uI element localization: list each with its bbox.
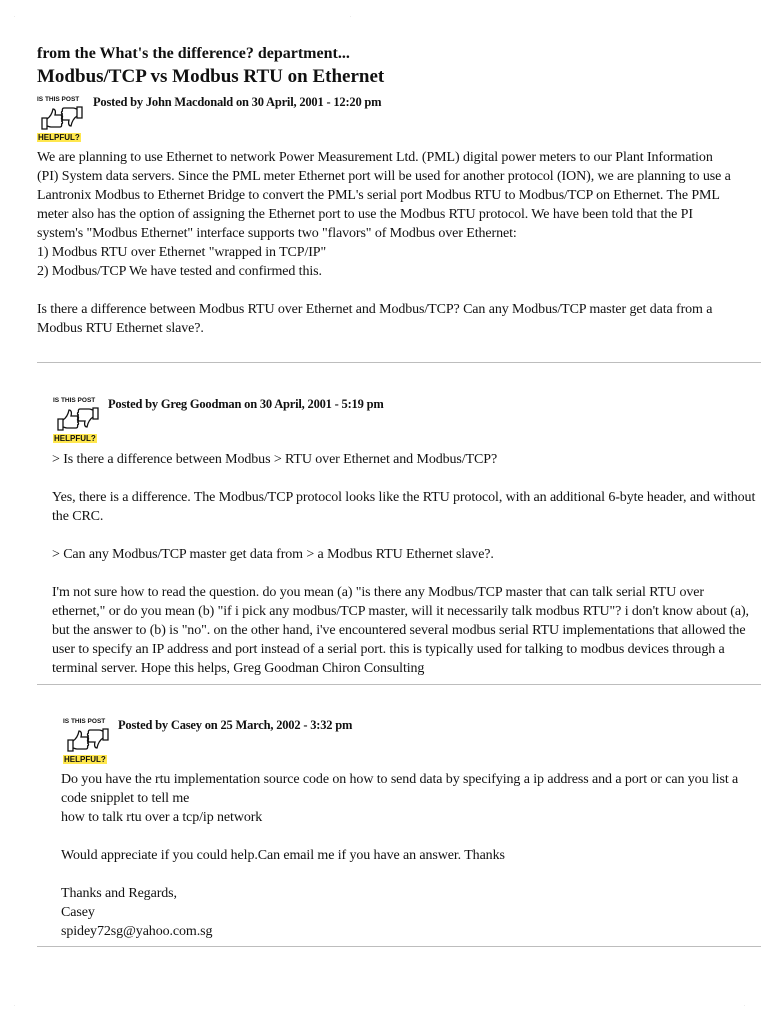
post-paragraph: Do you have the rtu implementation source code on how to send data by specifying a ip address and a port or can you list a code snipplet to tell me how to talk rtu over a tcp/ip network — [61, 772, 739, 825]
badge-top-label: IS THIS POST — [53, 397, 96, 404]
print-header-center: · — [350, 14, 352, 19]
thumbs-icons — [65, 726, 113, 754]
post-byline: Posted by Greg Goodman on 30 April, 2001 - 5:19 pm — [108, 397, 384, 411]
post-body — [52, 450, 760, 678]
helpful-badge[interactable] — [63, 718, 115, 766]
post-paragraph: > Can any Modbus/TCP master get data from > a Modbus RTU Ethernet slave?. — [52, 547, 494, 562]
post-body — [37, 148, 737, 338]
post-divider — [37, 946, 761, 947]
post-paragraph: Is there a difference between Modbus RTU over Ethernet and Modbus/TCP? Can any Modbus/TCP master get data from a Modbus RTU Ethernet slave?. — [37, 302, 713, 336]
post-byline: Posted by John Macdonald on 30 April, 2001 - 12:20 pm — [93, 95, 382, 109]
helpful-badge[interactable] — [53, 397, 105, 445]
badge-top-label: IS THIS POST — [37, 96, 80, 103]
thumbs-up-icon[interactable] — [58, 410, 79, 430]
post-paragraph: I'm not sure how to read the question. do you mean (a) "is there any Modbus/TCP master that can talk serial RTU over ethernet," or do you mean (b) "if i pick any modbus/TCP master, will it necessarily talk modbus RTU"? i don't know about (a), but the answer to (b) is "no". on the other hand, i've encountered several modbus serial RTU implementations that allowed the user to specify an IP address and port instead of a serial port. this is typically used for talking to modbus devices through a terminal server. Hope this helps, Greg Goodman Chiron Consulting — [52, 585, 749, 676]
department-line: from the What's the difference? department... — [37, 45, 350, 62]
post-body — [61, 770, 761, 941]
thumbs-up-icon[interactable] — [42, 109, 63, 129]
thumbs-down-icon[interactable] — [78, 408, 99, 427]
helpful-badge[interactable] — [37, 96, 89, 144]
thumbs-down-icon[interactable] — [62, 107, 83, 126]
thumbs-up-icon[interactable] — [68, 731, 89, 751]
badge-bottom-label: HELPFUL? — [64, 755, 106, 764]
post-paragraph: We are planning to use Ethernet to network Power Measurement Ltd. (PML) digital power meters to our Plant Information (PI) System data servers. Since the PML meter Ethernet port will be used for another protocol (ION), we are planning to use a Lantronix Modbus to Ethernet Bridge to convert the PML's serial port Modbus RTU to Modbus/TCP on Ethernet. The PML meter also has the option of assigning the Ethernet port to use the Modbus RTU protocol. We have been told that the PI system's "Modbus Ethernet" interface supports two "flavors" of Modbus over Ethernet: 1) Modbus RTU over Ethernet "wrapped in TCP/IP" 2) Modbus/TCP We have tested and confirmed this. — [37, 150, 731, 279]
page-title: Modbus/TCP vs Modbus RTU on Ethernet — [37, 66, 385, 87]
post-paragraph: > Is there a difference between Modbus > RTU over Ethernet and Modbus/TCP? — [52, 452, 498, 467]
badge-bottom-label: HELPFUL? — [54, 434, 96, 443]
post-divider — [37, 684, 761, 685]
post-paragraph: Thanks and Regards, Casey spidey72sg@yahoo.com.sg — [61, 886, 213, 939]
print-footer-right: · — [744, 1003, 746, 1008]
post-divider — [37, 362, 761, 363]
thumbs-down-icon[interactable] — [88, 729, 109, 748]
badge-top-label: IS THIS POST — [63, 718, 106, 725]
post-paragraph: Yes, there is a difference. The Modbus/TCP protocol looks like the RTU protocol, with an additional 6-byte header, and without the CRC. — [52, 490, 756, 524]
print-footer-left: · — [14, 1003, 16, 1008]
post-paragraph: Would appreciate if you could help.Can email me if you have an answer. Thanks — [61, 848, 505, 863]
post-byline: Posted by Casey on 25 March, 2002 - 3:32 pm — [118, 718, 353, 732]
badge-bottom-label: HELPFUL? — [38, 133, 80, 142]
thumbs-icons — [55, 405, 103, 433]
thumbs-icons — [39, 104, 87, 132]
print-header-left: · — [14, 14, 16, 19]
